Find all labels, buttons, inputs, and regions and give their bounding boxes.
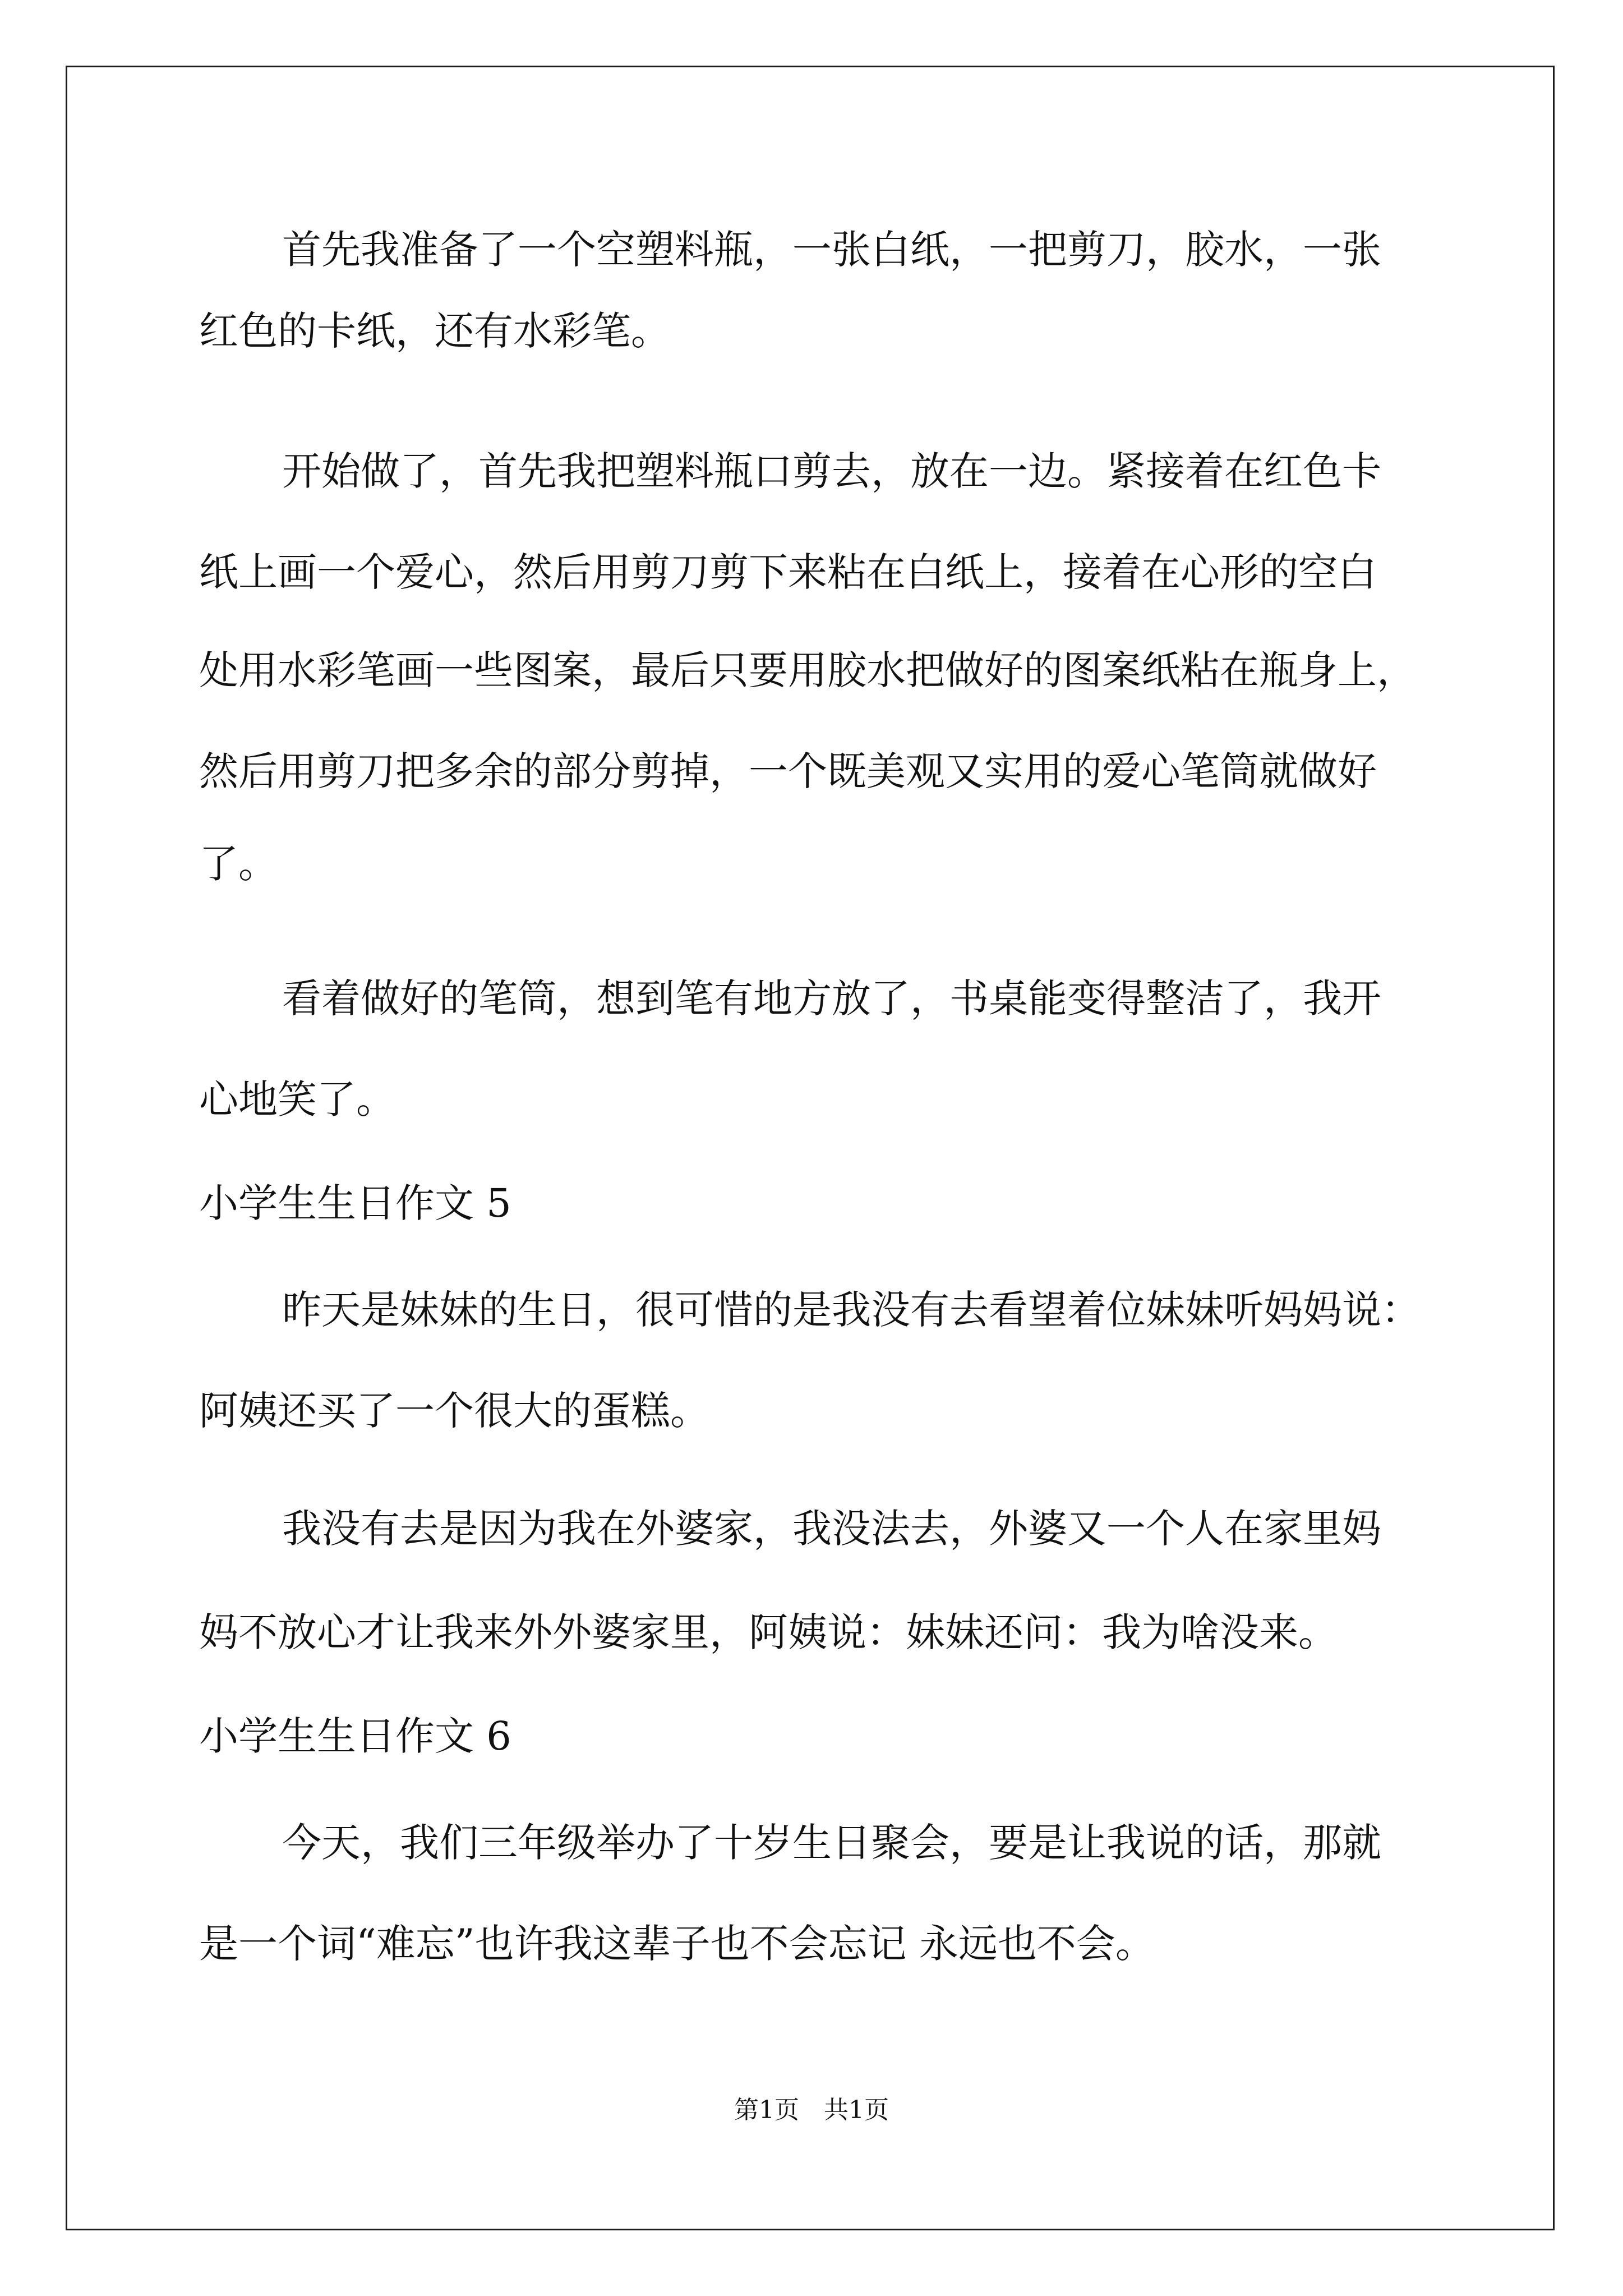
section-heading: 小学生生日作文 5	[199, 1180, 511, 1226]
paragraph-line: 首先我准备了一个空塑料瓶，一张白纸，一把剪刀，胶水，一张	[282, 227, 1381, 273]
paragraph-line: 处用水彩笔画一些图案，最后只要用胶水把做好的图案纸粘在瓶身上，	[199, 647, 1416, 693]
paragraph-line: 看着做好的笔筒，想到笔有地方放了，书桌能变得整洁了，我开	[282, 976, 1381, 1022]
paragraph-line: 我没有去是因为我在外婆家，我没法去，外婆又一个人在家里妈	[282, 1506, 1381, 1552]
section-heading: 小学生生日作文 6	[199, 1713, 511, 1759]
paragraph-line: 然后用剪刀把多余的部分剪掉，一个既美观又实用的爱心笔筒就做好	[199, 748, 1377, 794]
page-border	[66, 66, 1555, 2230]
paragraph-line: 妈不放心才让我来外外婆家里，阿姨说：妹妹还问：我为啥没来。	[199, 1609, 1338, 1655]
paragraph-line: 阿姨还买了一个很大的蛋糕。	[199, 1388, 709, 1434]
page-number: 第1页 共1页	[734, 2096, 889, 2124]
paragraph-line: 昨天是妹妹的生日，很可惜的是我没有去看望着位妹妹听妈妈说：	[282, 1287, 1421, 1333]
paragraph-line: 了。	[199, 841, 278, 887]
paragraph-line: 今天，我们三年级举办了十岁生日聚会，要是让我说的话，那就	[282, 1820, 1381, 1866]
paragraph-line: 纸上画一个爱心，然后用剪刀剪下来粘在白纸上，接着在心形的空白	[199, 549, 1377, 595]
paragraph-line: 心地笑了。	[199, 1076, 395, 1122]
paragraph-line: 红色的卡纸，还有水彩笔。	[199, 308, 670, 354]
paragraph-line: 是一个词“难忘”也许我这辈子也不会忘记 永远也不会。	[199, 1921, 1155, 1967]
paragraph-line: 开始做了，首先我把塑料瓶口剪去，放在一边。紧接着在红色卡	[282, 448, 1381, 494]
